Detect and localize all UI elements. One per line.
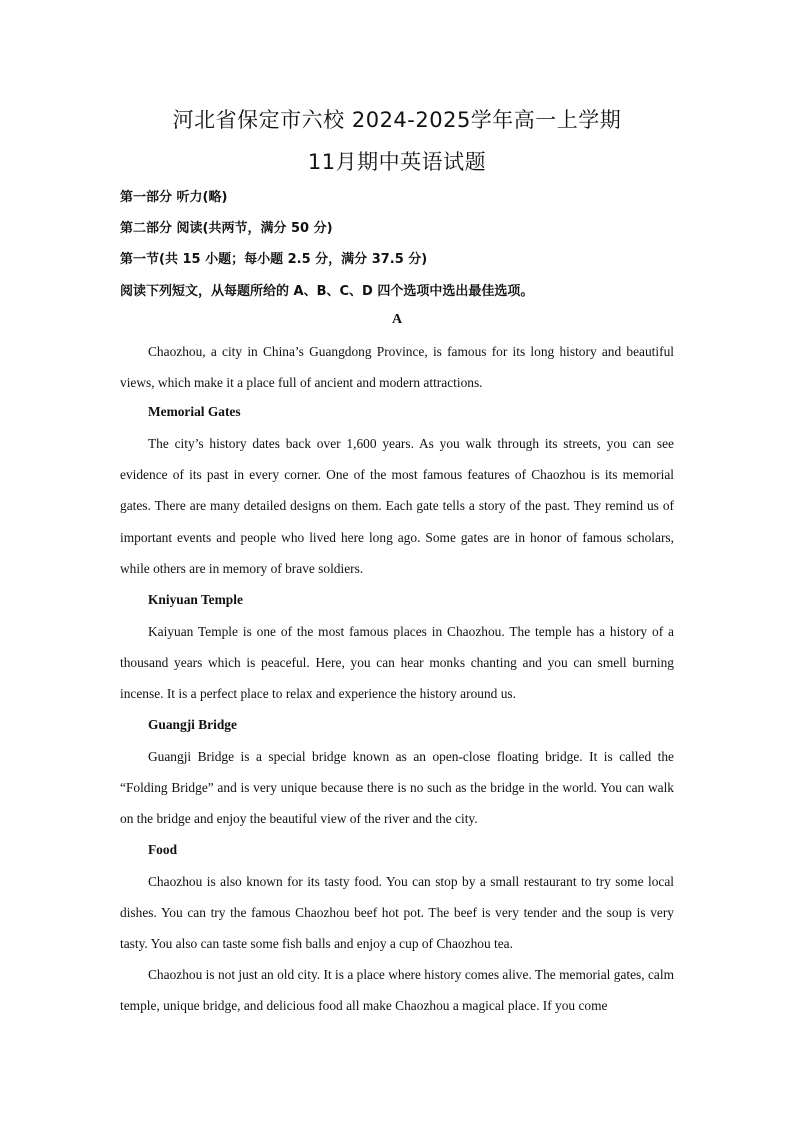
temple-heading: Kniyuan Temple	[148, 592, 243, 607]
memorial-gates-paragraph: The city’s history dates back over 1,600 years. As you walk through its streets, you can see evidence of its past in every corner. One of the most famous features of Chaozhou is its memorial gates. There are many detailed designs on them. Each gate tells a story of the past. They remind us of important events and people who lived here long ago. Some gates are in honor of famous scholars, while others are in memory of brave soldiers.	[120, 436, 674, 576]
section-one-heading: 第一节(共 15 小题；每小题 2.5 分，满分 37.5 分)	[120, 252, 428, 267]
part-two-heading: 第二部分 阅读(共两节，满分 50 分)	[120, 221, 333, 236]
temple-paragraph: Kaiyuan Temple is one of the most famous places in Chaozhou. The temple has a history of a thousand years which is peaceful. Here, you can hear monks chanting and you can smell burning incense. It is a perfect place to relax and experience the history around us.	[120, 624, 674, 702]
document-title-line-1: 河北省保定市六校 2024-2025学年高一上学期	[172, 108, 622, 132]
part-one-heading: 第一部分 听力(略)	[120, 190, 228, 205]
reading-instruction: 阅读下列短文，从每题所给的 A、B、C、D 四个选项中选出最佳选项。	[120, 284, 534, 299]
closing-paragraph: Chaozhou is not just an old city. It is a place where history comes alive. The memorial gates, calm temple, unique bridge, and delicious food all make Chaozhou a magical place. If you come	[120, 967, 674, 1014]
bridge-heading: Guangji Bridge	[148, 717, 237, 732]
bridge-paragraph: Guangji Bridge is a special bridge known as an open-close floating bridge. It is called the “Folding Bridge” and is very unique because there is no such as the bridge in the world. You can walk on the bridge and enjoy the beautiful view of the river and the city.	[120, 749, 674, 827]
document-title-line-2: 11月期中英语试题	[307, 150, 487, 174]
memorial-gates-heading: Memorial Gates	[148, 404, 241, 419]
food-paragraph: Chaozhou is also known for its tasty food. You can stop by a small restaurant to try some local dishes. You can try the famous Chaozhou beef hot pot. The beef is very tender and the soup is very tasty. You also can taste some fish balls and enjoy a cup of Chaozhou tea.	[120, 874, 674, 952]
passage-label: A	[391, 312, 403, 327]
passage-intro: Chaozhou, a city in China’s Guangdong Province, is famous for its long history and beautiful views, which make it a place full of ancient and modern attractions.	[120, 344, 674, 391]
food-heading: Food	[148, 842, 178, 857]
